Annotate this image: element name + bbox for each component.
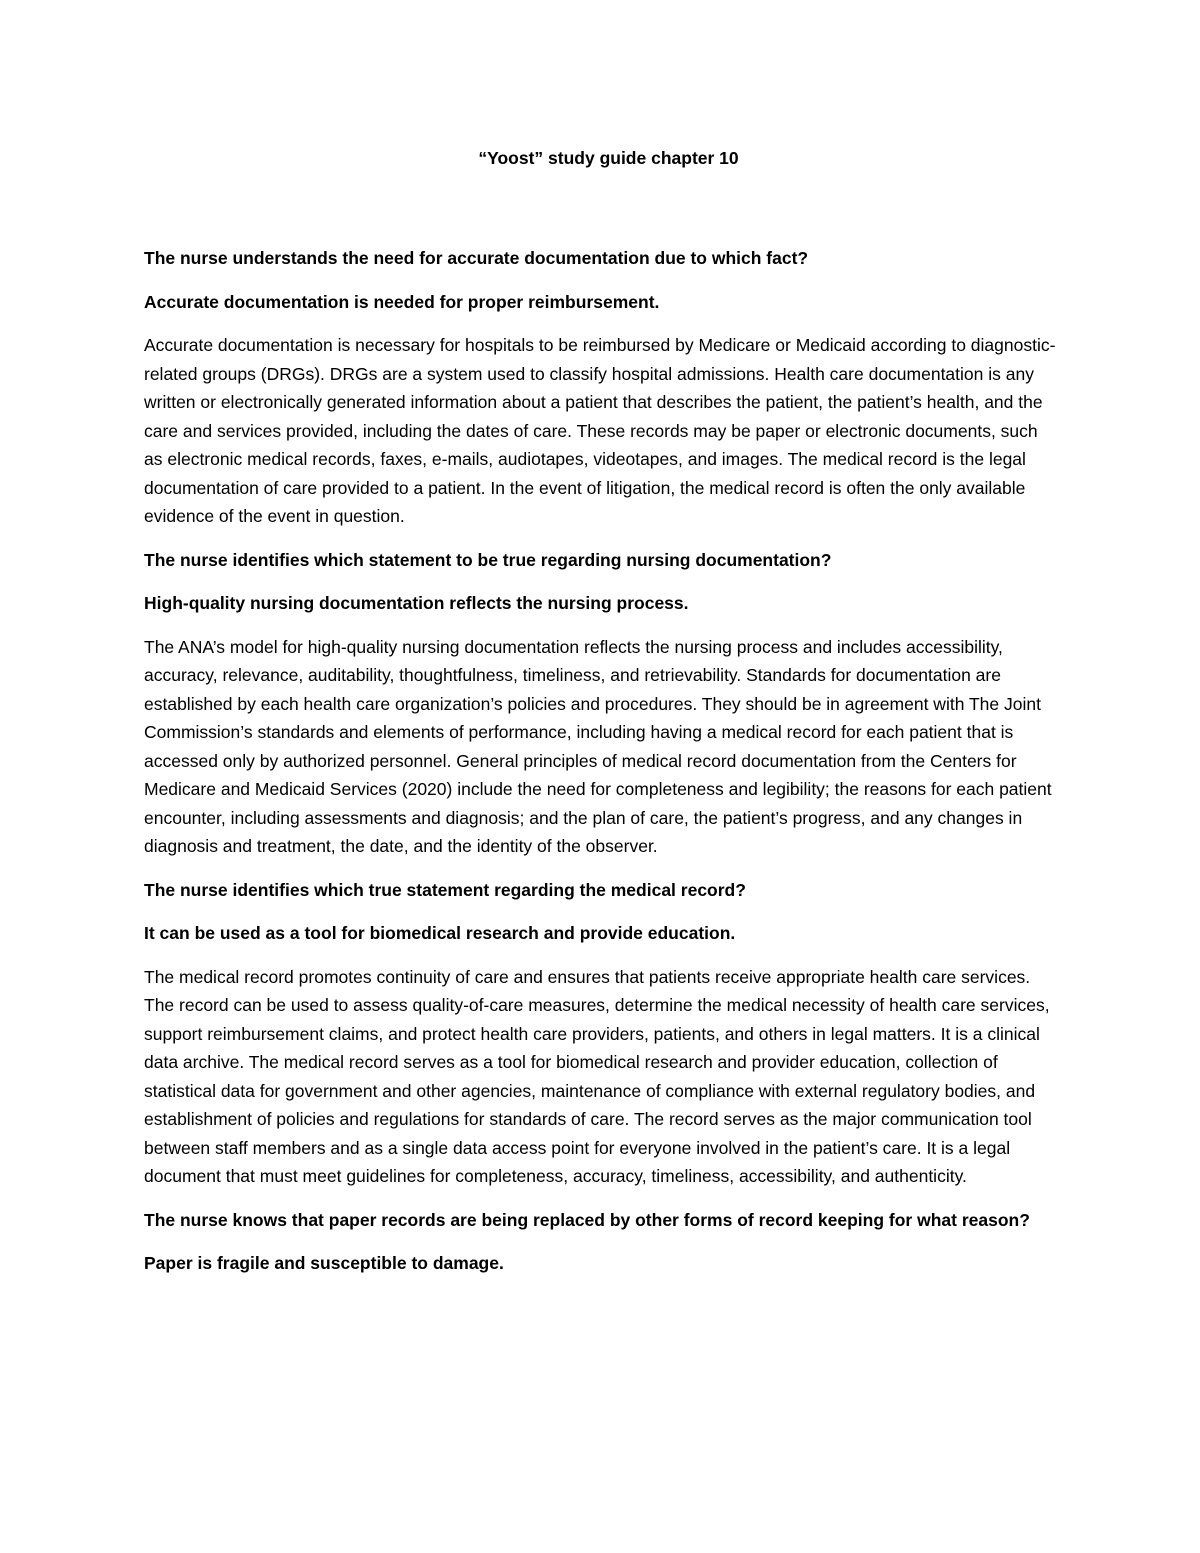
qa-section-1 <box>144 244 1059 531</box>
document-title: “Yoost” study guide chapter 10 <box>478 148 739 168</box>
answer-3: It can be used as a tool for biomedical research and provide education. <box>144 923 736 943</box>
answer-1: Accurate documentation is needed for proper reimbursement. <box>144 291 660 312</box>
question-1: The nurse understands the need for accurate documentation due to which fact? <box>144 248 809 268</box>
question-4: The nurse knows that paper records are being replaced by other forms of record keeping for what reason? <box>144 1209 1030 1230</box>
qa-section-2 <box>144 546 1059 861</box>
answer-4: Paper is fragile and susceptible to damage. <box>144 1253 504 1273</box>
explanation-1: Accurate documentation is necessary for hospitals to be reimbursed by Medicare or Medicaid according to diagnostic-related groups (DRGs). DRGs are a system used to classify hospital admissions. Health care documentation is any written or electronically generated information about a patient that describes the patient, the patient’s health, and the care and services provided, including the dates of care. These records may be paper or electronic documents, such as electronic medical records, faxes, e-mails, audiotapes, videotapes, and images. The medical record is the legal documentation of care provided to a patient. In the event of litigation, the medical record is often the only available evidence of the event in question. <box>144 335 1056 526</box>
answer-2: High-quality nursing documentation reflects the nursing process. <box>144 593 689 613</box>
document-page <box>144 144 1059 1293</box>
question-3: The nurse identifies which true statement regarding the medical record? <box>144 879 746 900</box>
question-2: The nurse identifies which statement to be true regarding nursing documentation? <box>144 549 832 570</box>
qa-section-3 <box>144 876 1059 1191</box>
explanation-2: The ANA’s model for high-quality nursing documentation reflects the nursing process and includes accessibility, accuracy, relevance, auditability, thoughtfulness, timeliness, and retrievability. Standards for documentation are established by each health care organization’s policies and procedures. They should be in agreement with The Joint Commission’s standards and elements of performance, including having a medical record for each patient that is accessed only by authorized personnel. General principles of medical record documentation from the Centers for Medicare and Medicaid Services (2020) include the need for completeness and legibility; the reasons for each patient encounter, including assessments and diagnosis; and the plan of care, the patient’s progress, and any changes in diagnosis and treatment, the date, and the identity of the observer. <box>144 636 1052 856</box>
qa-section-4 <box>144 1206 1059 1278</box>
explanation-3: The medical record promotes continuity of care and ensures that patients receive appropriate health care services. The record can be used to assess quality-of-care measures, determine the medical necessity of health care services, support reimbursement claims, and protect health care providers, patients, and others in legal matters. It is a clinical data archive. The medical record serves as a tool for biomedical research and provider education, collection of statistical data for government and other agencies, maintenance of compliance with external regulatory bodies, and establishment of policies and regulations for standards of care. The record serves as the major communication tool between staff members and as a single data access point for everyone involved in the patient’s care. It is a legal document that must meet guidelines for completeness, accuracy, timeliness, accessibility, and authenticity. <box>144 966 1050 1186</box>
